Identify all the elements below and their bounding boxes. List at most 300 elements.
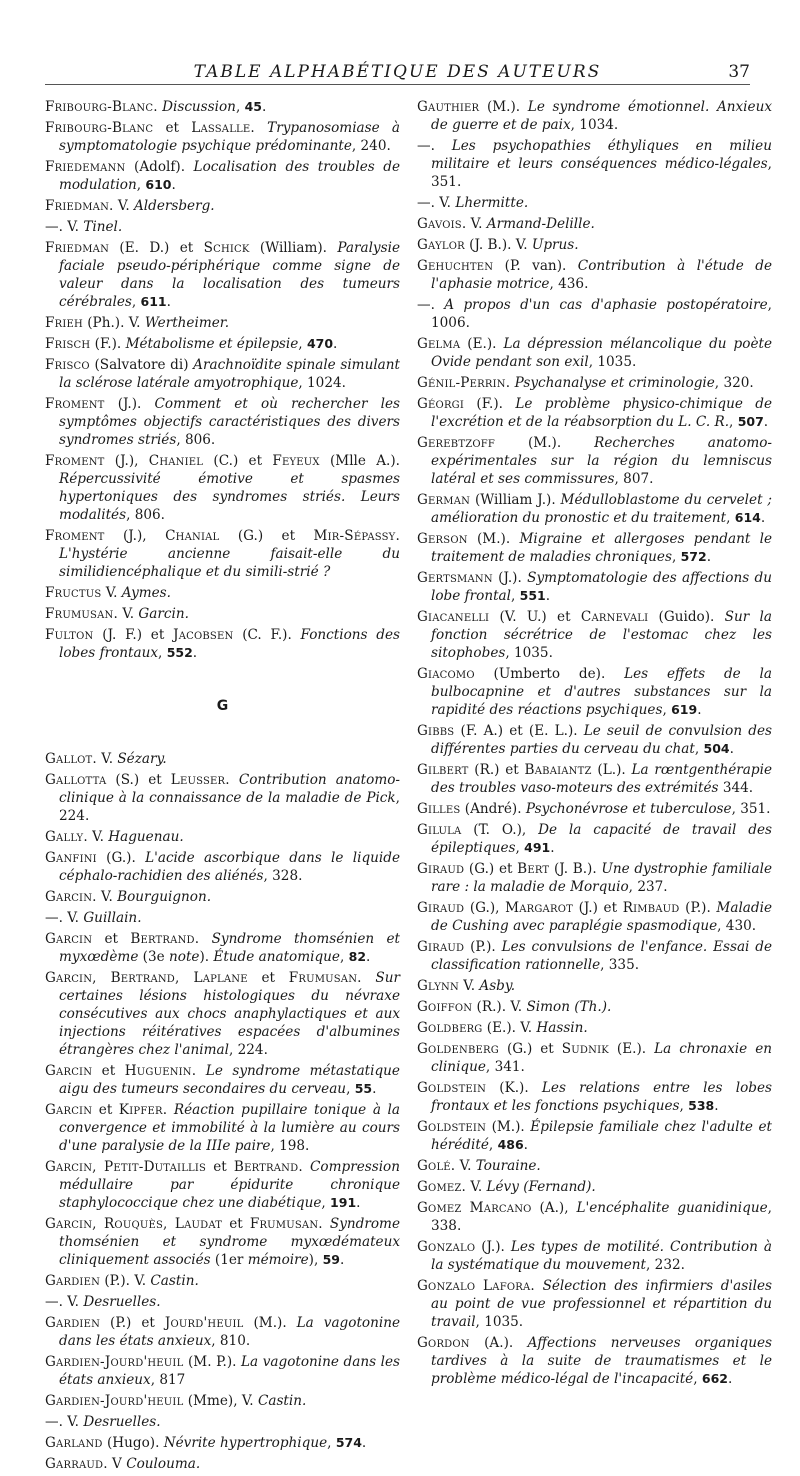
index-entry	[417, 1334, 772, 1388]
author-name: Gomez.	[417, 1179, 467, 1195]
work-title: A propos d'un cas d'aphasie postopératoire	[444, 297, 768, 313]
entry-text: .	[366, 949, 371, 965]
index-entry	[417, 374, 772, 392]
author-name: Rimbaud	[622, 900, 680, 916]
author-name: Jourd'heuil	[164, 1315, 244, 1331]
work-title: Migraine et allergoses pendant le traitement de maladies chroniques	[431, 531, 773, 565]
author-name: Friedemann	[45, 159, 126, 175]
author-name: Gardien	[45, 1315, 101, 1331]
index-entry	[45, 584, 400, 602]
index-entry	[417, 1199, 772, 1235]
entry-text: (A.),	[531, 1200, 577, 1216]
entry-text	[167, 1102, 174, 1118]
entry-text	[255, 120, 267, 136]
work-title: Réaction pupillaire tonique à la convergence et immobilité à la lumière au cours d'une paralysie de la IIIe paire	[59, 1102, 400, 1154]
work-title: Trypanosomiase à symptomatologie psychique prédominante	[59, 120, 400, 154]
entry-text: (Mme), V.	[183, 1393, 258, 1409]
entry-text: , 1034.	[570, 117, 619, 133]
entry-text	[323, 1216, 330, 1232]
author-name: Frumusan.	[45, 606, 118, 622]
work-title: Syndrome thomsénien et syndrome myxœdémateux cliniquement associés	[59, 1216, 400, 1268]
entry-text: .	[729, 741, 734, 757]
entry-text: .	[192, 645, 198, 661]
index-entry	[45, 605, 400, 623]
index-entry	[45, 626, 400, 662]
entry-text: ,	[510, 588, 520, 604]
entry-text: ,	[339, 949, 349, 965]
entry-text: V.	[455, 1158, 476, 1174]
work-title: Bourguignon.	[117, 889, 212, 905]
entry-text: et	[153, 120, 192, 136]
index-entry	[417, 1079, 772, 1115]
index-entry	[417, 998, 772, 1016]
work-title: L'acide ascorbique dans le liquide céphalo-rachidien des aliénés	[59, 850, 400, 884]
work-title: Desruelles.	[83, 1414, 161, 1430]
index-entry	[45, 98, 400, 116]
author-name: Gertsmann	[417, 570, 493, 586]
work-title: Le problème physico-chimique de l'excrétion et de la réabsorption du L. C. R.	[431, 396, 772, 430]
index-entry	[417, 860, 772, 896]
work-title: Recherches anatomo-expérimentales sur la région du lemniscus latéral et ses commissures	[431, 435, 772, 487]
author-name: Friedman.	[45, 198, 114, 214]
entry-text: ,	[346, 1081, 355, 1097]
entry-text: (R.) et	[468, 762, 525, 778]
entry-text: (1er	[210, 1252, 248, 1268]
index-entry	[417, 665, 772, 719]
entry-text: .	[727, 1371, 733, 1387]
author-name: German	[417, 492, 471, 508]
index-entry	[417, 608, 772, 662]
author-name: Gauthier	[417, 99, 480, 115]
author-name: Garcin	[45, 1063, 93, 1079]
entry-text: V.	[118, 606, 139, 622]
page-reference: 491	[524, 840, 551, 855]
entry-text: (P.). V.	[100, 1273, 151, 1289]
entry-text: V.	[101, 585, 122, 601]
page-reference: 551	[519, 588, 546, 603]
entry-text: V.	[466, 1179, 487, 1195]
work-title: Sur la fonction sécrétrice de l'estomac chez les sitophobes	[431, 609, 772, 661]
entry-text: (J.).	[492, 570, 528, 586]
entry-text: (T. O.),	[461, 822, 539, 838]
entry-text: —. V.	[45, 219, 84, 235]
index-entry	[417, 1277, 772, 1331]
work-title: La rœntgenthérapie des troubles vaso-moteurs des extrémités	[431, 762, 773, 796]
author-name: Babaiantz	[524, 762, 592, 778]
entry-text: ).	[199, 949, 214, 965]
author-name: Frisch	[45, 336, 91, 352]
author-name: Giraud	[417, 939, 465, 955]
entry-text: V.	[96, 751, 118, 767]
index-entry	[45, 1272, 400, 1290]
entry-text: .	[760, 510, 766, 526]
entry-text: (F.).	[464, 396, 516, 412]
author-name: Bertrand.	[233, 1159, 303, 1175]
author-name: Gilula	[417, 822, 462, 838]
entry-text: .	[550, 840, 555, 856]
entry-text	[303, 1159, 310, 1175]
page-reference: 486	[497, 1137, 524, 1152]
page-reference: 614	[734, 510, 761, 525]
index-entry	[417, 98, 772, 134]
entry-text: (P.).	[464, 939, 502, 955]
work-title: Wertheimer.	[144, 315, 230, 331]
entry-text: (J.).	[104, 396, 155, 412]
entry-text: , 341.	[485, 1059, 525, 1075]
author-name: Gardien-Jourd'heuil	[45, 1393, 184, 1409]
page-reference: 507	[737, 414, 764, 429]
author-name: Fribourg-Blanc.	[45, 99, 158, 115]
author-name: Frumusan.	[288, 970, 362, 986]
entry-text: (F. A.) et (E. L.).	[454, 723, 584, 739]
page-reference: 470	[306, 336, 334, 351]
entry-text: .	[763, 414, 769, 430]
author-name: Kipfer.	[118, 1102, 168, 1118]
index-entry	[45, 1293, 400, 1311]
author-name: Gerebtzoff	[417, 435, 496, 451]
entry-text: , 1035.	[505, 645, 553, 661]
work-title: La dépression mélancolique du poète Ovide pendant son exil	[431, 336, 772, 370]
entry-text	[362, 970, 376, 986]
work-title: Contribution à l'étude de l'aphasie motrice	[431, 258, 772, 292]
entry-text: , 338.	[431, 1200, 772, 1234]
author-name: Garcin	[45, 1102, 93, 1118]
entry-text: , 328.	[263, 868, 303, 884]
entry-text: et	[92, 1102, 119, 1118]
work-title: Paralysie faciale pseudo-périphérique comme signe de valeur dans la localisation des tumeurs cérébrales	[59, 240, 400, 310]
entry-text: (William).	[249, 240, 338, 256]
entry-text: , 224.	[228, 1042, 268, 1058]
running-header	[45, 58, 750, 85]
work-title: Une dystrophie familiale rare : la maladie de Morquio	[431, 861, 772, 895]
work-title: Haguenau.	[108, 829, 184, 845]
entry-text: ,	[327, 1435, 336, 1451]
author-name: Leusser.	[170, 772, 230, 788]
author-name: Frisco	[45, 357, 90, 373]
index-entry	[417, 434, 772, 488]
entry-text: (M. P.).	[183, 1354, 242, 1370]
index-entry	[417, 722, 772, 758]
author-name: Gonzalo	[417, 1239, 476, 1255]
index-entry	[417, 1019, 772, 1037]
entry-text: (P.).	[679, 900, 717, 916]
entry-text: ,	[136, 177, 146, 193]
index-entry	[45, 158, 400, 194]
author-name: Bertrand.	[130, 931, 200, 947]
page-reference: 191	[330, 1195, 357, 1210]
index-entry	[45, 1413, 400, 1431]
index-entry	[45, 1434, 400, 1452]
right-column	[417, 98, 772, 1391]
author-name: Gehuchten	[417, 258, 494, 274]
work-title: Les convulsions de l'enfance. Essai de classification rationnelle	[431, 939, 772, 973]
author-name: Bert	[517, 861, 550, 877]
entry-text	[196, 1063, 206, 1079]
author-name: Giraud	[417, 900, 465, 916]
author-name: Goldberg	[417, 1020, 483, 1036]
entry-text: .	[262, 99, 267, 115]
author-name: Gilbert	[417, 762, 469, 778]
entry-text: (J.),	[104, 528, 166, 544]
index-entry	[417, 821, 772, 857]
index-entry	[417, 395, 772, 431]
entry-text: et	[222, 1216, 250, 1232]
entry-text: ,	[693, 1371, 702, 1387]
entry-text: .	[361, 1435, 367, 1451]
entry-text: , 237.	[628, 879, 668, 895]
entry-text: (G.).	[96, 850, 146, 866]
page-reference: 572	[680, 549, 707, 564]
author-name: Goiffon	[417, 999, 473, 1015]
entry-text: (Ph.). V.	[82, 315, 145, 331]
entry-text: (Hugo).	[102, 1435, 164, 1451]
author-name: Frieh	[45, 315, 83, 331]
work-title: Les psychopathies éthyliques en milieu militaire et leurs conséquences médico-légales	[431, 138, 772, 172]
index-entry	[45, 909, 400, 927]
work-title: Compression médullaire par épidurite chronique staphylococcique chez une diabétique	[59, 1159, 400, 1211]
entry-text: ,	[694, 741, 704, 757]
entry-text: ,	[662, 702, 672, 718]
entry-text: (R.). V.	[472, 999, 527, 1015]
entry-text: , 240.	[351, 138, 391, 154]
work-title: Comment et où rechercher les symptômes objectifs caractéristiques des divers syndromes striés	[59, 396, 400, 448]
page-reference: 82	[348, 949, 367, 964]
work-title: Épilepsie familiale chez l'adulte et hérédité	[431, 1119, 772, 1153]
work-title: Castin.	[150, 1273, 199, 1289]
author-name: Froment	[45, 453, 105, 469]
index-entry	[45, 1062, 400, 1098]
author-name: Giacanelli	[417, 609, 490, 625]
work-title: Fonctions des lobes frontaux	[59, 627, 401, 661]
entry-text: ,	[158, 645, 167, 661]
index-entry	[417, 1040, 772, 1076]
index-entry	[417, 530, 772, 566]
entry-text: , 1006.	[431, 297, 772, 331]
entry-text: (F.).	[90, 336, 126, 352]
index-entry	[45, 452, 400, 524]
index-entry	[417, 1178, 772, 1196]
entry-text: et	[247, 970, 289, 986]
entry-text: , 817	[150, 1372, 186, 1388]
index-entry	[417, 1157, 772, 1175]
author-name: Gallotta	[45, 772, 107, 788]
index-entry	[45, 1455, 400, 1473]
entry-text: (K.).	[486, 1080, 542, 1096]
entry-text: (Adolf).	[125, 159, 194, 175]
entry-text: .	[706, 549, 712, 565]
author-name: Chaniel	[148, 453, 204, 469]
author-name: Friedman	[45, 240, 110, 256]
index-entry	[417, 1118, 772, 1154]
index-entry	[417, 215, 772, 233]
index-entry	[417, 335, 772, 371]
entry-text: (M.).	[486, 1119, 531, 1135]
entry-text: (Guido).	[648, 609, 725, 625]
work-title: Armand-Delille.	[486, 216, 595, 232]
index-entry	[45, 828, 400, 846]
entry-text: V.	[458, 978, 480, 994]
entry-text: (M.).	[495, 435, 595, 451]
index-entry	[45, 1392, 400, 1410]
author-name: Gordon	[417, 1335, 470, 1351]
entry-text: (P. van).	[493, 258, 578, 274]
index-entry	[45, 395, 400, 449]
work-title: Sézary.	[117, 751, 167, 767]
index-entry	[45, 1353, 400, 1389]
work-title: Symptomatologie des affections du lobe frontal	[431, 570, 772, 604]
work-title: Psychanalyse et criminologie	[514, 375, 715, 391]
work-title: Les types de motilité. Contribution à la systématique du mouvement	[431, 1239, 772, 1273]
entry-text: V.	[87, 829, 109, 845]
entry-text: , 1035.	[588, 354, 637, 370]
work-title: Le syndrome métastatique aigu des tumeurs secondaires du cerveau	[59, 1063, 400, 1097]
author-name: Sudnik	[561, 1041, 609, 1057]
index-entry	[45, 771, 400, 825]
index-entry	[45, 527, 400, 581]
entry-text: V.	[113, 198, 134, 214]
page-reference: 45	[244, 99, 262, 114]
author-name: Garraud.	[45, 1456, 108, 1472]
work-title: Simon (Th.).	[526, 999, 612, 1015]
author-name: Huguenin.	[124, 1063, 197, 1079]
index-entry	[45, 750, 400, 768]
author-name: Garcin, Petit-Dutaillis	[45, 1159, 207, 1175]
entry-text: (E.). V.	[482, 1020, 537, 1036]
entry-text: (J.).	[475, 1239, 511, 1255]
index-entry	[417, 977, 772, 995]
page-reference: 610	[145, 177, 172, 192]
entry-text: (G.) et	[464, 861, 518, 877]
page-reference: 552	[166, 645, 193, 660]
work-title: mémoire	[247, 1252, 309, 1268]
work-title: Guillain.	[83, 910, 142, 926]
entry-text: (J. F.) et	[93, 627, 174, 643]
entry-text: —. V.	[417, 195, 456, 211]
entry-text: ,	[298, 336, 307, 352]
entry-text: (C. F.).	[233, 627, 301, 643]
entry-text: , 335.	[600, 957, 640, 973]
entry-text: .	[171, 177, 176, 193]
author-name: Garcin.	[45, 889, 97, 905]
work-title: Coulouma.	[126, 1456, 201, 1472]
entry-text: (M.).	[243, 1315, 297, 1331]
author-name: Carnevali	[580, 609, 649, 625]
author-name: Gardien	[45, 1273, 101, 1289]
author-name: Frumusan.	[249, 1216, 323, 1232]
work-title: Psychonévrose et tuberculose	[525, 801, 732, 817]
entry-text: (M.).	[479, 99, 528, 115]
entry-list	[417, 98, 772, 1388]
entry-text: (William J.).	[470, 492, 561, 508]
entry-text: .	[340, 1252, 345, 1268]
entry-text: (André).	[460, 801, 526, 817]
work-title: La chronaxie en clinique	[431, 1041, 772, 1075]
entry-text: (Salvatore di)	[89, 357, 194, 373]
author-name: Génil-Perrin.	[417, 375, 511, 391]
author-name: Mir-Sépassy.	[313, 528, 400, 544]
entry-text: (E.).	[608, 1041, 655, 1057]
page-reference: 662	[701, 1371, 728, 1386]
work-title: Lhermitte.	[455, 195, 529, 211]
author-name: Froment	[45, 528, 105, 544]
entry-text: , 807.	[614, 471, 654, 487]
entry-text: —. V.	[45, 910, 84, 926]
entry-text	[535, 1278, 543, 1294]
author-name: Garland	[45, 1435, 103, 1451]
entry-text: ,	[515, 840, 525, 856]
entry-text: ,	[726, 510, 735, 526]
author-name: Fructus	[45, 585, 102, 601]
page-reference: 504	[703, 741, 730, 756]
entry-text: V.	[96, 889, 118, 905]
entry-text: et	[92, 1063, 125, 1079]
author-name: Giacomo	[417, 666, 475, 682]
index-entry	[45, 239, 400, 311]
work-title: Desruelles.	[83, 1294, 161, 1310]
work-title: Castin.	[257, 1393, 307, 1409]
entry-text: (A.).	[469, 1335, 528, 1351]
work-title: Répercussivité émotive et spasmes hypertoniques des syndromes striés. Leurs modalités	[59, 471, 400, 523]
entry-text: (S.) et	[106, 772, 171, 788]
entry-text: , 320.	[714, 375, 754, 391]
work-title: La vagotonine dans les états anxieux	[59, 1315, 400, 1349]
entry-text: ,	[488, 1137, 498, 1153]
author-name: Gibbs	[417, 723, 455, 739]
index-entry	[45, 218, 400, 236]
entry-text	[199, 931, 211, 947]
entry-text: , 806.	[176, 432, 216, 448]
entry-text: , 198.	[270, 1138, 310, 1154]
index-entry	[45, 119, 400, 155]
work-title: Névrite hypertrophique	[163, 1435, 328, 1451]
author-name: Gavois.	[417, 216, 467, 232]
entry-text: .	[545, 588, 551, 604]
entry-text: (E.).	[460, 336, 504, 352]
work-title: Uprus.	[531, 237, 579, 253]
entry-text: —. V.	[45, 1294, 84, 1310]
index-entry	[417, 137, 772, 191]
author-name: Gardien-Jourd'heuil	[45, 1354, 184, 1370]
author-name: Glynn	[417, 978, 459, 994]
page-reference: 59	[322, 1252, 341, 1267]
entry-text: .	[372, 1081, 377, 1097]
work-title: Le seuil de convulsion des différentes parties du cerveau du chat	[431, 723, 772, 757]
work-title: Le syndrome émotionnel. Anxieux de guerre et de paix	[431, 99, 773, 133]
index-entry	[417, 1238, 772, 1274]
work-title: La vagotonine dans les états anxieux	[59, 1354, 400, 1388]
index-entry	[417, 938, 772, 974]
index-entry	[45, 335, 400, 353]
entry-text: ,	[679, 1098, 689, 1114]
entry-text: (G.) et	[498, 1041, 562, 1057]
work-title: Maladie de Cushing avec paraplégie spasmodique	[431, 900, 772, 934]
author-name: Gomez Marcano	[417, 1200, 532, 1216]
author-name: Goldstein	[417, 1119, 487, 1135]
work-title: Étude anatomique	[213, 949, 340, 965]
work-title: Contribution anatomo-clinique à la connaissance de la maladie de Pick	[59, 772, 400, 806]
entry-text: .	[333, 336, 338, 352]
index-entry	[45, 849, 400, 885]
entry-text: , 1035.	[475, 1314, 524, 1330]
entry-text: —. V.	[45, 1414, 84, 1430]
author-name: Gally.	[45, 829, 88, 845]
entry-list-before	[45, 98, 400, 662]
entry-text: —.	[417, 297, 445, 313]
author-name: Ganfini	[45, 850, 97, 866]
entry-text: (J. B.).	[549, 861, 602, 877]
author-name: Gallot.	[45, 751, 97, 767]
author-name: Margarot	[505, 900, 573, 916]
